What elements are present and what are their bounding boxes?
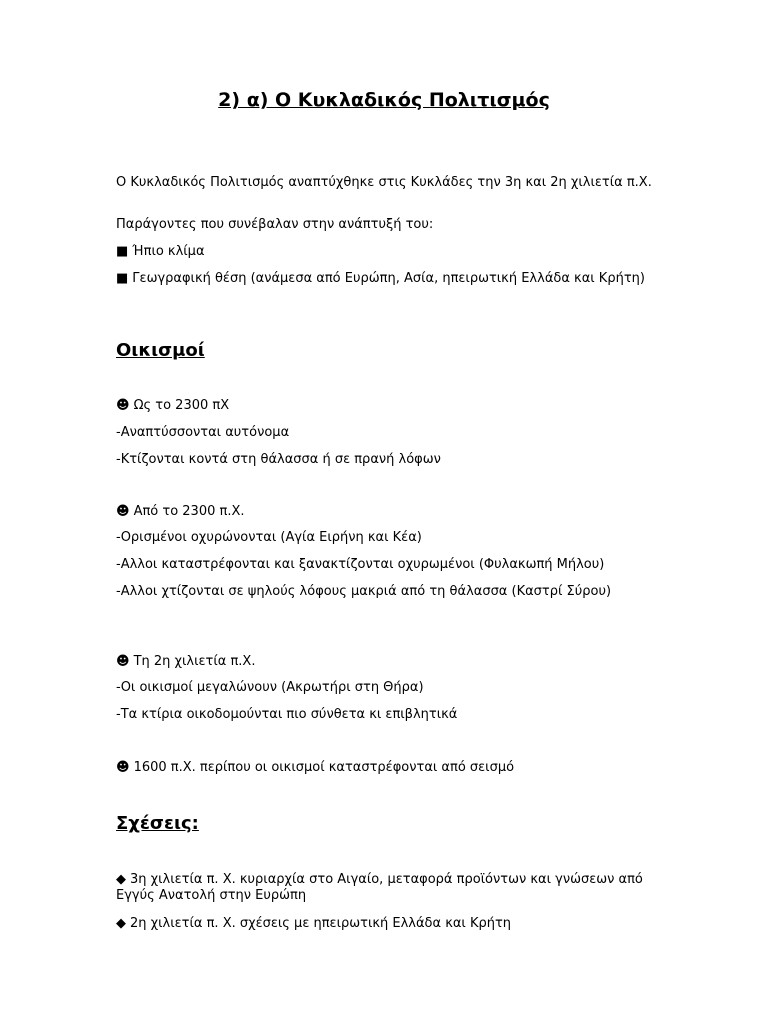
- settlement-line: -Αλλοι χτίζονται σε ψηλούς λόφους μακριά από τη θάλασσα (Καστρί Σύρου): [116, 584, 612, 599]
- document-title: 2) α) Ο Κυκλαδικός Πολιτισμός: [218, 89, 550, 111]
- settlement-line: -Κτίζονται κοντά στη θάλασσα ή σε πρανή λόφων: [116, 452, 441, 467]
- relation-item: [116, 916, 656, 932]
- group-title-text: Από το 2300 π.Χ.: [133, 504, 245, 519]
- diamond-bullet-icon: ◆: [116, 916, 126, 931]
- settlement-line: -Οι οικισμοί μεγαλώνουν (Ακρωτήρι στη Θήρα): [116, 680, 424, 695]
- intro-paragraph: Ο Κυκλαδικός Πολιτισμός αναπτύχθηκε στις Κυκλάδες την 3η και 2η χιλιετία π.Χ.: [116, 175, 652, 190]
- square-bullet-icon: ■: [116, 244, 129, 259]
- settlement-line: -Τα κτίρια οικοδομούνται πιο σύνθετα κι επιβλητικά: [116, 707, 458, 722]
- smiley-icon: ☻: [116, 398, 130, 413]
- group-title-text: Τη 2η χιλιετία π.Χ.: [133, 654, 256, 669]
- smiley-icon: ☻: [116, 654, 130, 669]
- relation-text: 3η χιλιετία π. Χ. κυριαρχία στο Αιγαίο, μεταφορά προϊόντων και γνώσεων από Εγγύς Ανατολή στην Ευρώπη: [116, 872, 643, 903]
- square-bullet-icon: ■: [116, 271, 129, 286]
- factors-intro: Παράγοντες που συνέβαλαν στην ανάπτυξή του:: [116, 217, 434, 232]
- factor-text: Γεωγραφική θέση (ανάμεσα από Ευρώπη, Ασία, ηπειρωτική Ελλάδα και Κρήτη): [132, 271, 645, 286]
- group-title-text: 1600 π.Χ. περίπου οι οικισμοί καταστρέφονται από σεισμό: [133, 760, 515, 775]
- settlement-group-title: [116, 398, 656, 414]
- settlement-line: -Αλλοι καταστρέφονται και ξανακτίζονται οχυρωμένοι (Φυλακωπή Μήλου): [116, 557, 605, 572]
- relations-heading: Σχέσεις:: [116, 813, 199, 834]
- factor-text: Ήπιο κλίμα: [132, 244, 205, 259]
- diamond-bullet-icon: ◆: [116, 872, 126, 887]
- settlement-line: -Ορισμένοι οχυρώνονται (Αγία Ειρήνη και Κέα): [116, 530, 422, 545]
- settlements-heading: Οικισμοί: [116, 340, 205, 361]
- group-title-text: Ως το 2300 πΧ: [133, 398, 230, 413]
- relation-item: [116, 872, 656, 904]
- factor-item: [116, 271, 656, 287]
- settlement-group-title: [116, 760, 656, 776]
- smiley-icon: ☻: [116, 760, 130, 775]
- smiley-icon: ☻: [116, 504, 130, 519]
- settlement-line: -Αναπτύσσονται αυτόνομα: [116, 425, 290, 440]
- relation-text: 2η χιλιετία π. Χ. σχέσεις με ηπειρωτική Ελλάδα και Κρήτη: [130, 916, 512, 931]
- settlement-group-title: [116, 504, 656, 520]
- factor-item: [116, 244, 656, 260]
- settlement-group-title: [116, 654, 656, 670]
